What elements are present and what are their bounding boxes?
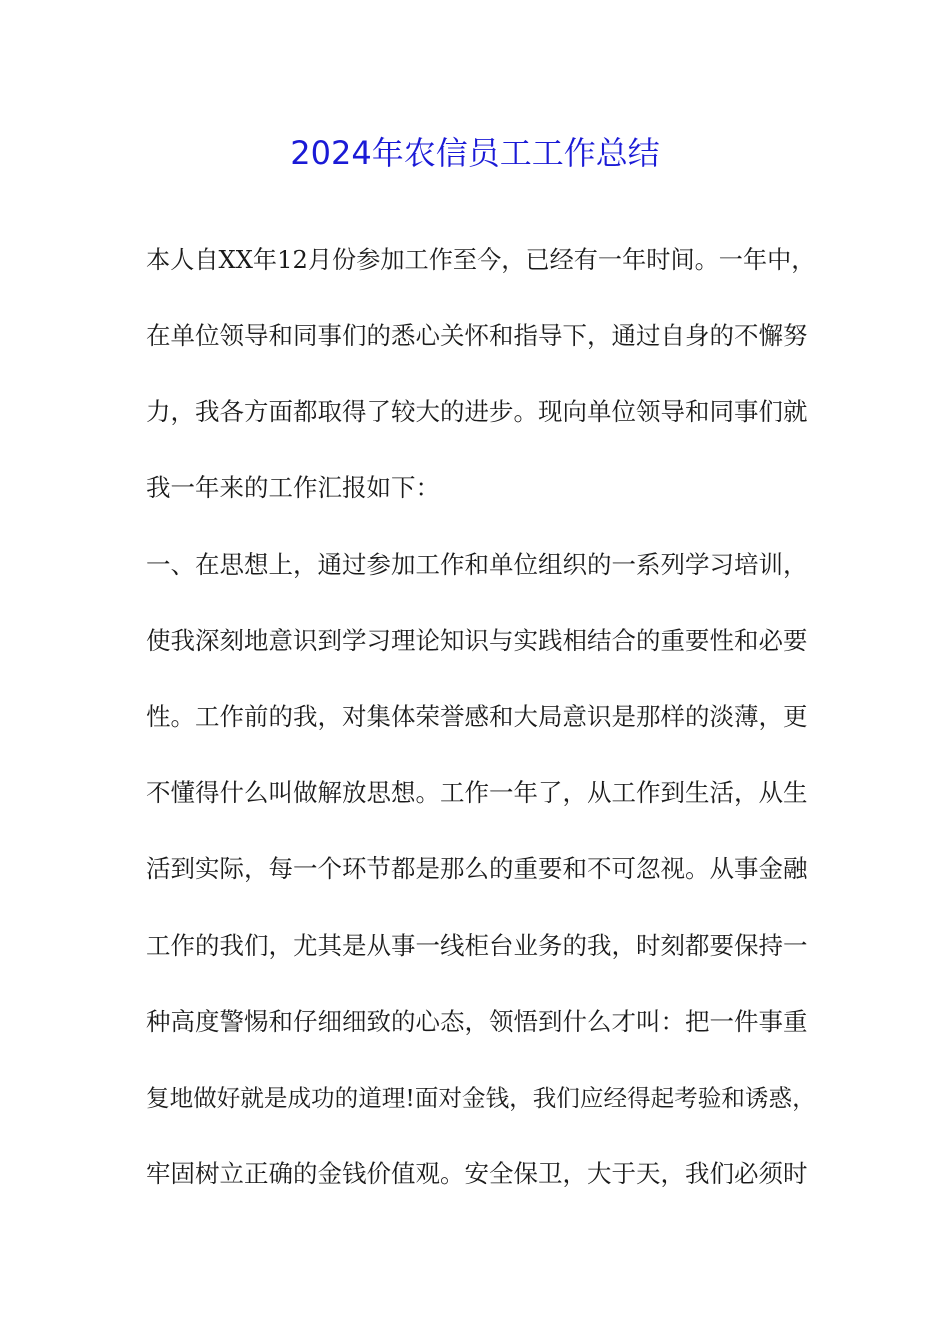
body-line: 不懂得什么叫做解放思想。工作一年了，从工作到生活，从生 [146,778,808,807]
body-line: 工作的我们，尤其是从事一线柜台业务的我，时刻都要保持一 [146,931,808,960]
body-line: 力，我各方面都取得了较大的进步。现向单位领导和同事们就 [146,397,808,426]
body-line: 活到实际，每一个环节都是那么的重要和不可忽视。从事金融 [146,854,808,883]
body-line: 使我深刻地意识到学习理论知识与实践相结合的重要性和必要 [146,626,808,655]
body-line: 种高度警惕和仔细细致的心态，领悟到什么才叫：把一件事重 [146,1007,808,1036]
body-line: 本人自XX年12月份参加工作至今，已经有一年时间。一年中， [146,246,816,274]
document-title: 2024年农信员工工作总结 [290,134,660,172]
body-line: 复地做好就是成功的道理!面对金钱，我们应经得起考验和诱惑， [146,1084,816,1112]
body-line: 牢固树立正确的金钱价值观。安全保卫，大于天，我们必须时 [146,1159,808,1188]
body-line: 我一年来的工作汇报如下： [146,473,440,502]
body-line: 性。工作前的我，对集体荣誉感和大局意识是那样的淡薄，更 [146,702,808,731]
body-line: 在单位领导和同事们的悉心关怀和指导下，通过自身的不懈努 [146,321,808,350]
body-line: 一、在思想上，通过参加工作和单位组织的一系列学习培训， [146,550,808,579]
